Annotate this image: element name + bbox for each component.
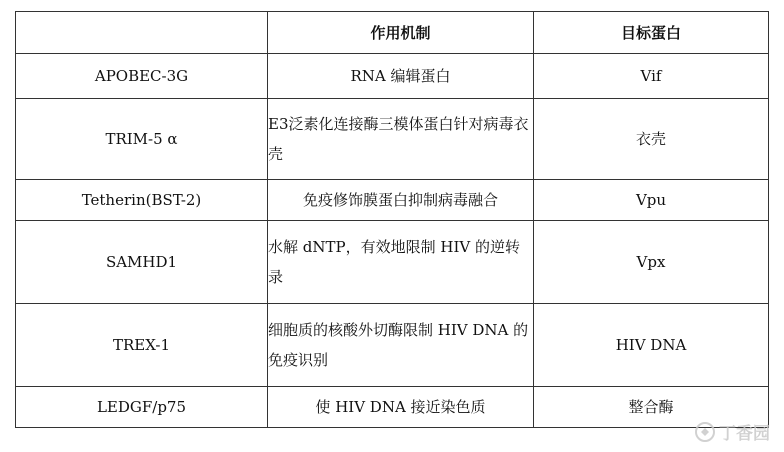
target-cell: Vpu xyxy=(534,180,769,221)
mechanism-cell: RNA 编辑蛋白 xyxy=(268,54,534,99)
factor-cell: LEDGF/p75 xyxy=(16,387,268,428)
mechanism-cell: 细胞质的核酸外切酶限制 HIV DNA 的免疫识别 xyxy=(268,304,534,387)
mechanism-cell: E3泛素化连接酶三模体蛋白针对病毒衣壳 xyxy=(268,99,534,180)
target-cell: 衣壳 xyxy=(534,99,769,180)
dxy-watermark xyxy=(694,419,770,444)
table-row xyxy=(16,180,769,221)
factor-cell: TREX-1 xyxy=(16,304,268,387)
target-cell: HIV DNA xyxy=(534,304,769,387)
mechanism-cell: 使 HIV DNA 接近染色质 xyxy=(268,387,534,428)
table-row xyxy=(16,304,769,387)
watermark-text: 丁香园 xyxy=(719,424,770,444)
table-row xyxy=(16,54,769,99)
target-cell: Vpx xyxy=(534,221,769,304)
factor-cell: SAMHD1 xyxy=(16,221,268,304)
table-row xyxy=(16,221,769,304)
mechanism-cell: 免疫修饰膜蛋白抑制病毒融合 xyxy=(268,180,534,221)
table-header-row xyxy=(16,12,769,54)
target-cell: Vif xyxy=(534,54,769,99)
header-mechanism: 作用机制 xyxy=(268,12,534,54)
mechanism-cell: 水解 dNTP，有效地限制 HIV 的逆转录 xyxy=(268,221,534,304)
factor-cell: Tetherin(BST-2) xyxy=(16,180,268,221)
header-target: 目标蛋白 xyxy=(534,12,769,54)
header-factor xyxy=(16,12,268,54)
table-row xyxy=(16,99,769,180)
factor-cell: APOBEC-3G xyxy=(16,54,268,99)
target-cell: 整合酶 xyxy=(534,387,769,428)
factor-cell: TRIM-5 α xyxy=(16,99,268,180)
restriction-factor-table xyxy=(15,11,769,428)
dxy-logo-icon xyxy=(694,421,716,443)
table-row xyxy=(16,387,769,428)
